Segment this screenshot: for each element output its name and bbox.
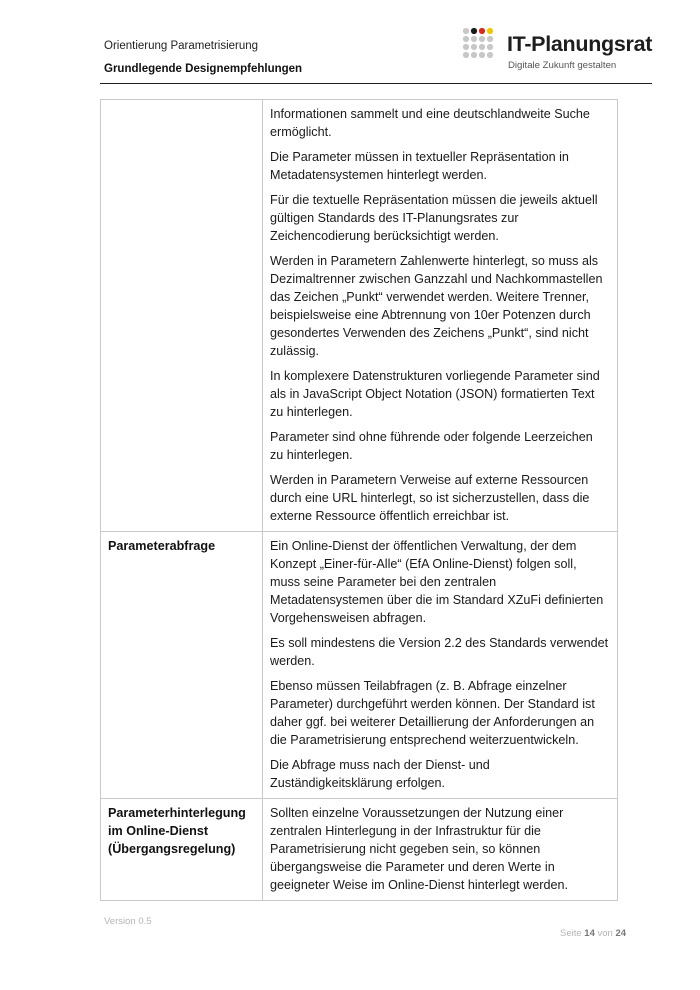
row-content — [263, 799, 618, 901]
header-divider — [100, 83, 652, 84]
paragraph: Die Abfrage muss nach der Dienst- und Zuständigkeitsklärung erfolgen. — [270, 758, 490, 790]
page-separator: von — [597, 928, 613, 939]
page-total: 24 — [615, 928, 627, 939]
paragraph: Parameter sind ohne führende oder folgende Leerzeichen zu hinterlegen. — [270, 430, 593, 462]
logo-dot-grid-icon — [462, 27, 500, 65]
paragraph: Die Parameter müssen in textueller Repräsentation in Metadatensystemen hinterlegt werden. — [270, 150, 569, 182]
logo-tagline: Digitale Zukunft gestalten — [508, 60, 617, 71]
table-row — [101, 100, 618, 532]
paragraph: Für die textuelle Repräsentation müssen die jeweils aktuell gültigen Standards des IT-Planungsrates zur Zeichencodierung berücksichtigt werden. — [270, 193, 598, 243]
page-number — [560, 928, 626, 939]
paragraph: In komplexere Datenstrukturen vorliegende Parameter sind als in JavaScript Object Notation (JSON) formatierten Text zu hinterlegen. — [270, 369, 600, 419]
paragraph: Ebenso müssen Teilabfragen (z. B. Abfrage einzelner Parameter) durchgeführt werden können. Der Standard ist daher ggf. bei weiterer Detaillierung der Anforderungen an die Parametrisierung entsprechend weiterzuentwickeln. — [270, 679, 595, 747]
row-content — [263, 100, 618, 532]
page-current: 14 — [584, 928, 595, 939]
requirements-table — [100, 99, 618, 901]
paragraph: Sollten einzelne Voraussetzungen der Nutzung einer zentralen Hinterlegung in der Infrastruktur für die Parametrisierung nicht gegeben sein, so können übergangsweise die Parameter und deren Werte in geeigneter Weise im Online-Dienst hinterlegt werden. — [270, 806, 568, 892]
row-label: Parameterabfrage — [101, 532, 263, 799]
row-content — [263, 532, 618, 799]
table-row — [101, 532, 618, 799]
footer-version: Version 0.5 — [104, 916, 152, 927]
paragraph: Werden in Parametern Verweise auf externe Ressourcen durch eine URL hinterlegt, so ist sicherzustellen, dass die externe Ressource öffentlich erreichbar ist. — [270, 473, 590, 523]
page-prefix: Seite — [560, 928, 582, 939]
it-planungsrat-logo — [462, 27, 657, 77]
logo-title: IT-Planungsrat — [507, 32, 653, 56]
document-subtitle: Grundlegende Designempfehlungen — [104, 63, 303, 75]
paragraph: Es soll mindestens die Version 2.2 des Standards verwendet werden. — [270, 636, 609, 668]
table-row — [101, 799, 618, 901]
paragraph: Ein Online-Dienst der öffentlichen Verwaltung, der dem Konzept „Einer-für-Alle“ (EfA Online-Dienst) folgen soll, muss seine Parameter bei den zentralen Metadatensystemen über die im Standard XZuFi definierten Vorgehensweisen abfragen. — [270, 539, 604, 625]
paragraph: Informationen sammelt und eine deutschlandweite Suche ermöglicht. — [270, 107, 590, 139]
row-label: Parameterhinterlegung im Online-Dienst (Übergangsregelung) — [101, 799, 263, 901]
row-label — [101, 100, 263, 532]
document-title: Orientierung Parametrisierung — [104, 40, 259, 52]
paragraph: Werden in Parametern Zahlenwerte hinterlegt, so muss als Dezimaltrenner zwischen Ganzzahl und Nachkommastellen das Zeichen „Punkt“ verwendet werden. Weitere Trenner, beispielsweise eine Abtrennung von 10er Potenzen durch gesondertes Verwenden des Zeichens „Punkt“, sind nicht zulässig. — [270, 254, 603, 358]
